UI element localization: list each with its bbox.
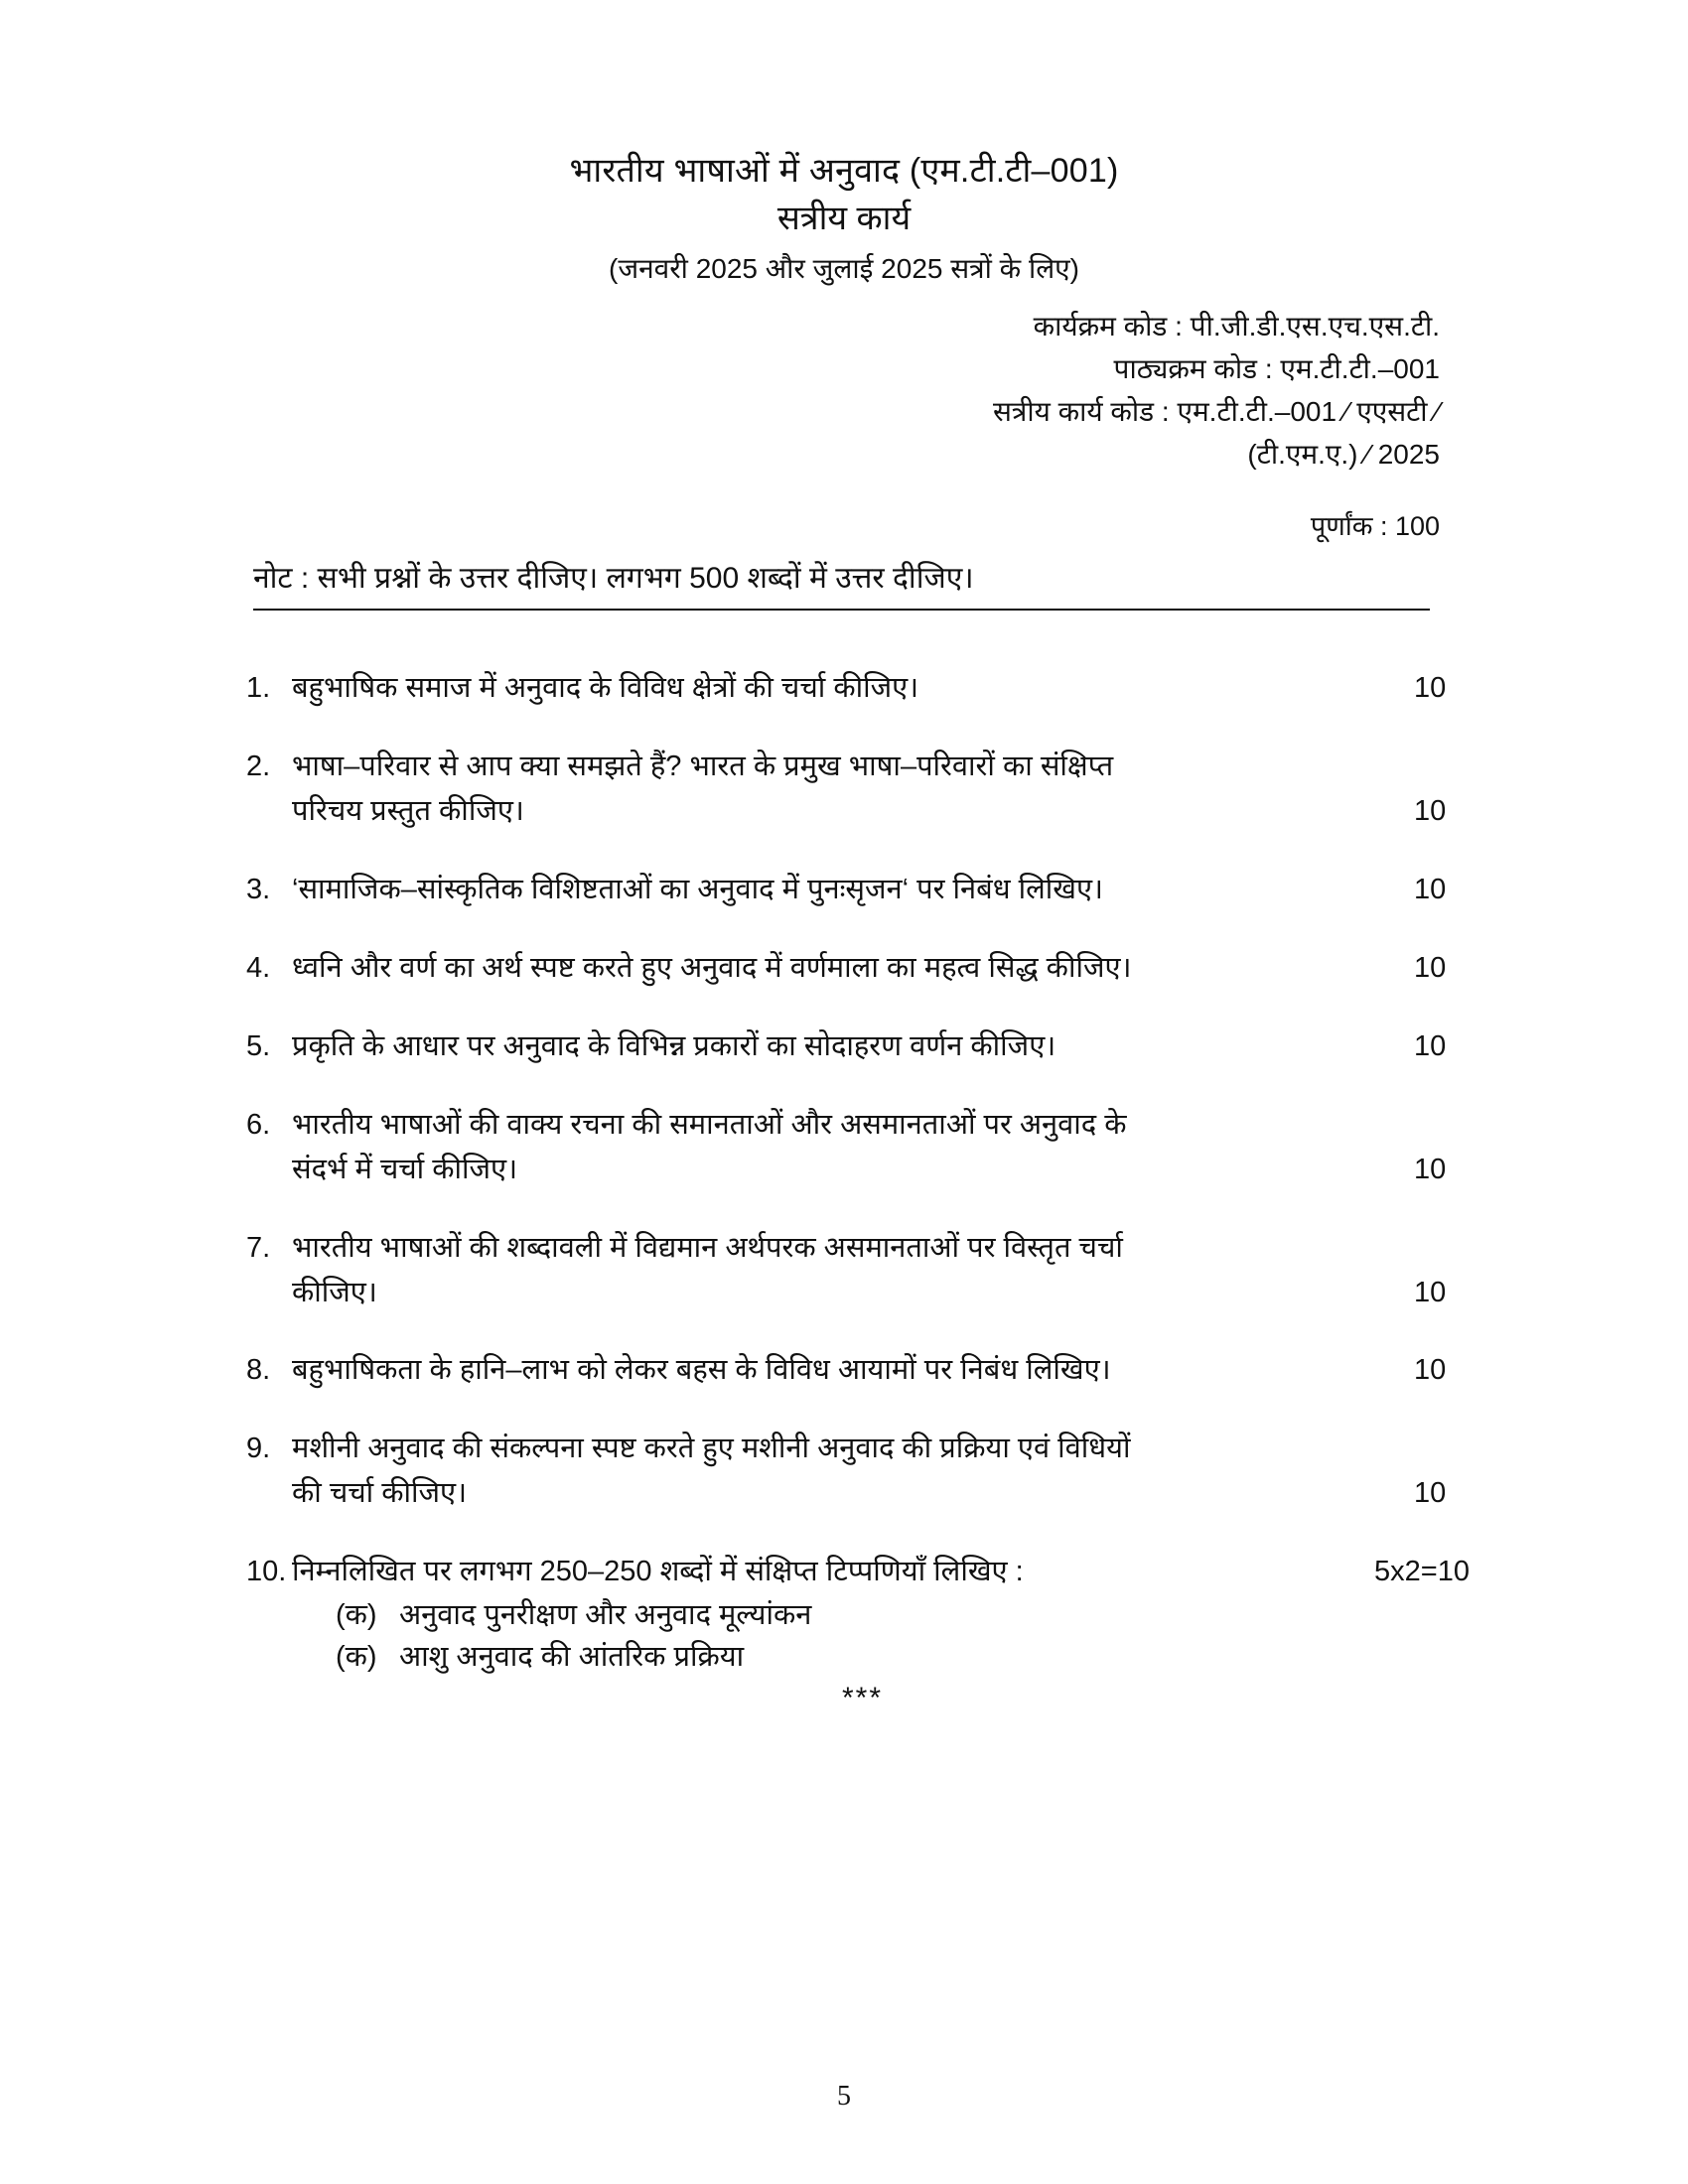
program-code: कार्यक्रम कोड : पी.जी.डी.एस.एच.एस.टी. [1033,311,1440,342]
assignment-code-line-1: सत्रीय कार्य कोड : एम.टी.टी.–001 ⁄ एएसटी ⁄ [992,395,1440,427]
question-text-line: बहुभाषिकता के हानि–लाभ को लेकर बहस के विविध आयामों पर निबंध लिखिए। [292,1354,1111,1387]
question-item [246,946,1489,991]
question-text-line: कीजिए। [292,1276,377,1308]
subitem-label: (क) [336,1641,377,1674]
page-header [0,0,1688,288]
question-text-line: परिचय प्रस्तुत कीजिए। [292,794,524,827]
question-marks: 5x2=10 [1374,1556,1470,1588]
total-marks: पूर्णांक : 100 [1310,510,1440,541]
note-text: नोट : सभी प्रश्नों के उत्तर दीजिए। लगभग 500 शब्दों में उत्तर दीजिए। [253,561,974,595]
note-section [0,559,1688,612]
code-block [0,306,1688,476]
question-marks: 10 [1414,1477,1447,1510]
question-marks: 10 [1414,951,1447,984]
question-number: 1. [246,672,271,705]
question-text [292,1550,1340,1678]
page-number: 5 [837,2081,851,2112]
question-text [292,868,1380,912]
question-text-line: प्रकृति के आधार पर अनुवाद के विभिन्न प्रकारों का सोदाहरण वर्णन कीजिए। [292,1029,1056,1062]
question-text [292,1103,1380,1192]
question-text [292,1427,1380,1516]
question-text-line: भाषा–परिवार से आप क्या समझते हैं? भारत के प्रमुख भाषा–परिवारों का संक्षिप्त [292,751,1114,783]
question-item [246,1024,1489,1069]
question-number: 2. [246,751,271,783]
question-subitem [292,1594,1340,1636]
course-code: पाठ्यक्रम कोड : एम.टी.टी.–001 [1113,353,1440,385]
question-number: 7. [246,1231,271,1264]
question-item [246,1427,1489,1516]
question-text-line: ‘सामाजिक–सांस्कृतिक विशिष्टताओं का अनुवाद में पुनःसृजन‘ पर निबंध लिखिए। [292,873,1104,905]
question-list [0,666,1688,1715]
page-footer [0,2081,1688,2113]
question-text-line: ध्वनि और वर्ण का अर्थ स्पष्ट करते हुए अनुवाद में वर्णमाला का महत्व सिद्ध कीजिए। [292,951,1132,984]
header-divider [253,609,1430,611]
question-number: 10. [246,1556,287,1588]
question-marks: 10 [1414,1153,1447,1185]
question-marks: 10 [1414,794,1447,827]
question-item [246,745,1489,834]
question-text-line: संदर्भ में चर्चा कीजिए। [292,1153,518,1185]
question-marks: 10 [1414,672,1447,705]
question-marks: 10 [1414,1354,1447,1387]
question-item [246,1103,1489,1192]
question-text-line: मशीनी अनुवाद की संकल्पना स्पष्ट करते हुए मशीनी अनुवाद की प्रक्रिया एवं विधियों [292,1433,1131,1465]
question-item [246,1550,1489,1678]
question-text-line: की चर्चा कीजिए। [292,1477,468,1510]
question-number: 6. [246,1108,271,1141]
question-text [292,1024,1380,1069]
assignment-code-line-2: (टी.एम.ए.) ⁄ 2025 [1247,438,1440,470]
question-text [292,1226,1380,1315]
question-marks: 10 [1414,1029,1447,1062]
question-marks: 10 [1414,873,1447,905]
question-text [292,946,1380,991]
subitem-text: अनुवाद पुनरीक्षण और अनुवाद मूल्यांकन [399,1599,812,1632]
question-text-line: भारतीय भाषाओं की शब्दावली में विद्यमान अर्थपरक असमानताओं पर विस्तृत चर्चा [292,1231,1123,1264]
question-text [292,666,1380,711]
question-number: 5. [246,1029,271,1062]
question-item [246,868,1489,912]
page-subtitle: सत्रीय कार्य [776,199,912,237]
question-stem: निम्नलिखित पर लगभग 250–250 शब्दों में संक्षिप्त टिप्पणियाँ लिखिए : [292,1556,1024,1588]
question-number: 4. [246,951,271,984]
question-item [246,1226,1489,1315]
end-of-paper-mark: *** [842,1682,884,1715]
question-text-line: भारतीय भाषाओं की वाक्य रचना की समानताओं और असमानताओं पर अनुवाद के [292,1108,1127,1141]
question-number: 8. [246,1354,271,1387]
question-number: 9. [246,1433,271,1465]
question-marks: 10 [1414,1276,1447,1308]
question-text [292,745,1380,834]
session-label: (जनवरी 2025 और जुलाई 2025 सत्रों के लिए) [609,253,1079,285]
page-title: भारतीय भाषाओं में अनुवाद (एम.टी.टी–001) [569,152,1119,190]
question-item [246,666,1489,711]
subitem-label: (क) [336,1599,377,1632]
question-text [292,1348,1380,1393]
question-item [246,1348,1489,1393]
question-text-line: बहुभाषिक समाज में अनुवाद के विविध क्षेत्रों की चर्चा कीजिए। [292,672,919,705]
subitem-text: आशु अनुवाद की आंतरिक प्रक्रिया [399,1641,745,1674]
question-subitem [292,1636,1340,1678]
question-number: 3. [246,873,271,905]
